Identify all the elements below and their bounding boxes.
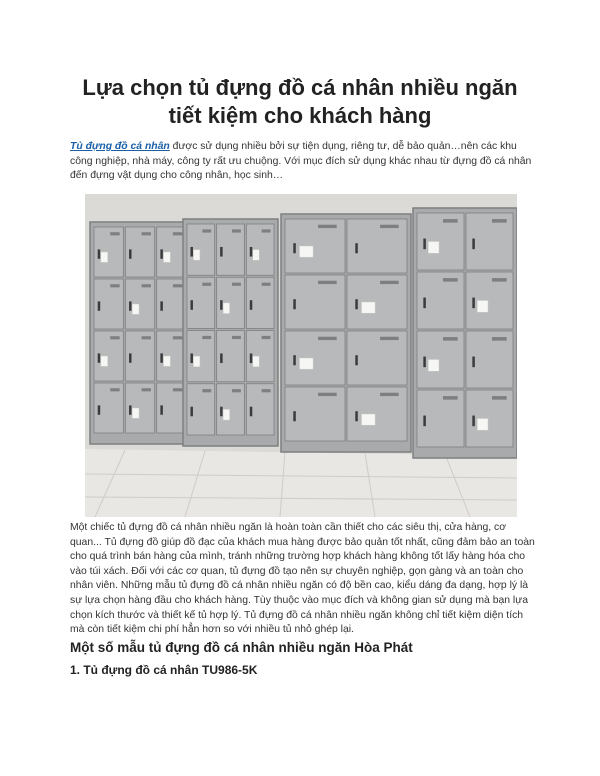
body-paragraph: Một chiếc tủ đựng đồ cá nhân nhiều ngăn là hoàn toàn cần thiết cho các siêu thị, cửa hàng, cơ quan... Tủ đựng đồ giúp đồ đạc của khách mua hàng được bảo quản tốt nhất, cũng đảm bảo an toàn cho quá trình bán hàng của mình, tránh những trường hợp khách hàng không tốt lấy hàng hóa cho vào túi xách. Đối với các cơ quan, tủ đựng đồ tạo nên sự chuyên nghiệp, gọn gàng và an toàn cho nhân viên. Những mẫu tủ đựng đồ cá nhân nhiều ngăn có độ bền cao, kiểu dáng đa dạng, hợp lý là sự lựa chọn hàng đầu cho khách hàng. Tùy thuộc vào mục đích và không gian sử dụng mà bạn lựa chọn kích thước và thiết kế tủ hợp lý. Tủ đựng đồ cá nhân nhiều ngăn không chỉ tiết kiệm diện tích mà còn tiết kiệm chi phí hẳn hơn so với nhiều tủ nhỏ ghép lại. <box>70 522 535 636</box>
intro-text: được sử dụng nhiều bởi sự tiện dụng, riêng tư, dễ bảo quản…nên các khu công nghiệp, nhà máy, công ty rất ưu chuộng. Với mục đích sử dụng khác nhau từ đựng đồ cá nhân đến đựng vật dụng cho công nhân, học sinh… <box>70 141 532 181</box>
intro-paragraph <box>70 140 536 184</box>
section-heading: Một số mẫu tủ đựng đồ cá nhân nhiều ngăn Hòa Phát <box>70 640 413 655</box>
lockers-photo <box>85 194 517 517</box>
article-title <box>60 74 540 130</box>
lockers-photo-illustration <box>85 194 517 517</box>
article-title-line-1: Lựa chọn tủ đựng đồ cá nhân nhiều ngăn <box>82 75 518 100</box>
article-title-line-2: tiết kiệm cho khách hàng <box>168 103 432 128</box>
intro-link[interactable]: Tủ đựng đồ cá nhân <box>70 141 170 152</box>
subsection-heading: 1. Tủ đựng đồ cá nhân TU986-5K <box>70 663 258 677</box>
